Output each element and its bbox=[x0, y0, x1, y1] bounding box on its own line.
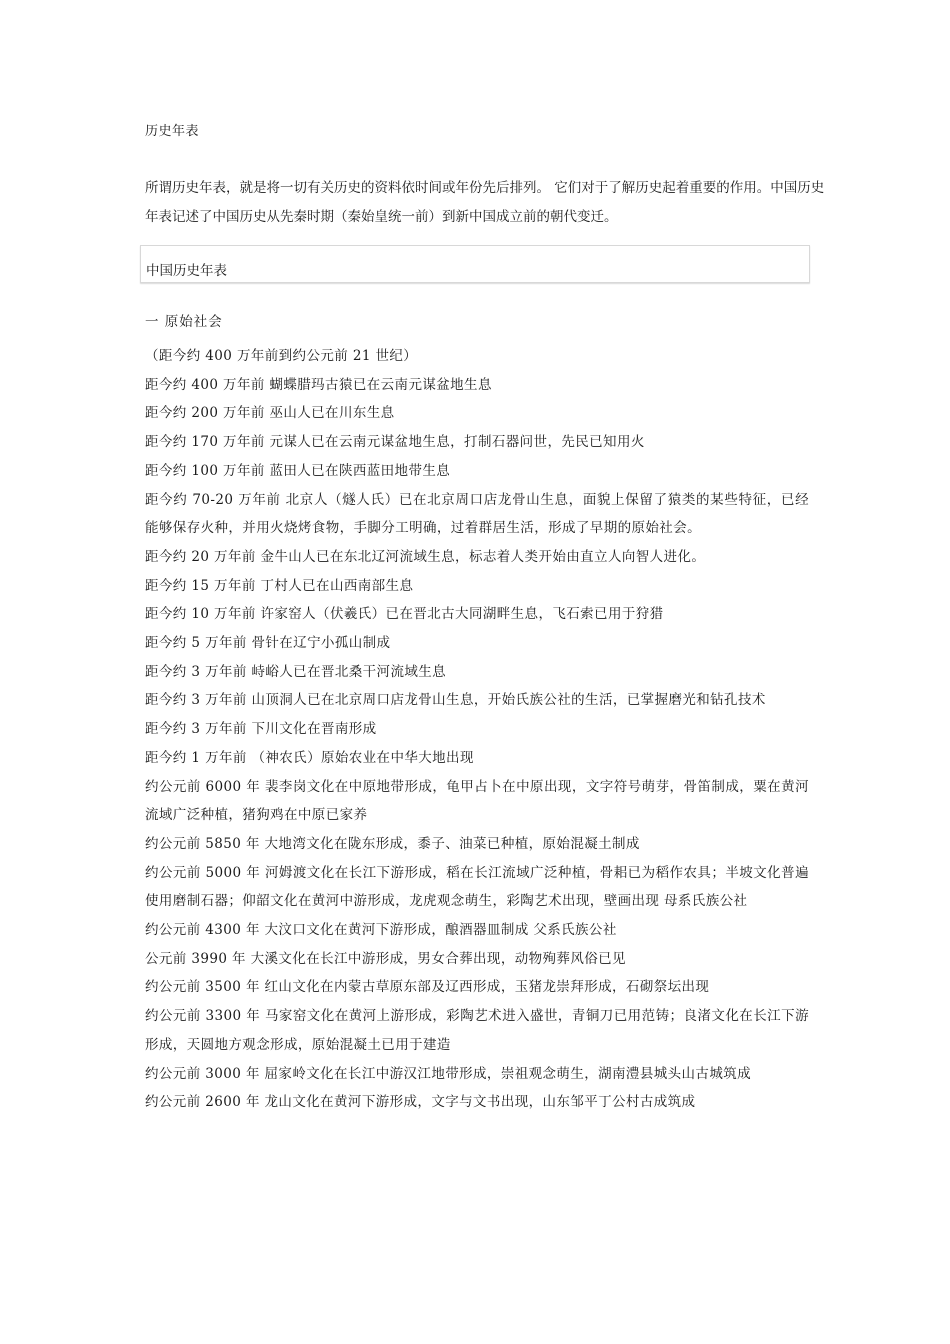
timeline-entry: 距今约 70-20 万年前 北京人（燧人氏）已在北京周口店龙骨山生息，面貌上保留了猿类的某些特征，已经能够保存火种，并用火烧烤食物，手脚分工明确，过着群居生活，形成了早期的原始社会。 bbox=[145, 491, 809, 537]
timeline-entry: 约公元前 6000 年 裴李岗文化在中原地带形成，龟甲占卜在中原出现，文字符号萌芽，骨笛制成，粟在黄河流域广泛种植，猪狗鸡在中原已家养 bbox=[145, 778, 809, 824]
timeline-entry: 约公元前 5850 年 大地湾文化在陇东形成，黍子、油菜已种植，原始混凝土制成 bbox=[145, 835, 640, 852]
section-heading: 一 原始社会 bbox=[145, 314, 223, 330]
timeline-entry: 距今约 10 万年前 许家窑人（伏羲氏）已在晋北古大同湖畔生息，飞石索已用于狩猎 bbox=[145, 606, 664, 623]
timeline-entry: 距今约 3 万年前 下川文化在晋南形成 bbox=[145, 721, 377, 738]
timeline-entry: 公元前 3990 年 大溪文化在长江中游形成，男女合葬出现，动物殉葬风俗已见 bbox=[145, 950, 626, 967]
timeline-entry: 距今约 100 万年前 蓝田人已在陕西蓝田地带生息 bbox=[145, 462, 451, 479]
chronology-box-title: 中国历史年表 bbox=[146, 263, 227, 279]
timeline-entry: 约公元前 2600 年 龙山文化在黄河下游形成，文字与文书出现，山东邹平丁公村古成筑成 bbox=[145, 1094, 696, 1111]
timeline-entry: 约公元前 4300 年 大汶口文化在黄河下游形成，酿酒器皿制成 父系氏族公社 bbox=[145, 922, 617, 939]
timeline-list bbox=[145, 342, 809, 1117]
timeline-entry: 距今约 15 万年前 丁村人已在山西南部生息 bbox=[145, 577, 414, 594]
timeline-entry: 距今约 170 万年前 元谋人已在云南元谋盆地生息，打制石器问世，先民已知用火 bbox=[145, 434, 645, 451]
timeline-entry: 距今约 20 万年前 金牛山人已在东北辽河流域生息，标志着人类开始由直立人向智人进化。 bbox=[145, 548, 706, 565]
timeline-entry: 约公元前 3500 年 红山文化在内蒙古草原东部及辽西形成，玉猪龙崇拜形成，石砌祭坛出现 bbox=[145, 979, 710, 996]
document-title: 历史年表 bbox=[145, 124, 200, 139]
timeline-entry: 距今约 5 万年前 骨针在辽宁小孤山制成 bbox=[145, 635, 391, 652]
timeline-entry: 约公元前 5000 年 河姆渡文化在长江下游形成，稻在长江流域广泛种植，骨耜已为稻作农具；半坡文化普遍使用磨制石器；仰韶文化在黄河中游形成，龙虎观念萌生，彩陶艺术出现，壁画出现 母系氏族公社 bbox=[145, 864, 809, 910]
timeline-entry: 距今约 1 万年前 （神农氏）原始农业在中华大地出现 bbox=[145, 749, 474, 766]
timeline-entry: 距今约 400 万年前 蝴蝶腊玛古猿已在云南元谋盆地生息 bbox=[145, 376, 492, 393]
intro-paragraph: 所谓历史年表，就是将一切有关历史的资料依时间或年份先后排列。 它们对于了解历史起着重要的作用。中国历史年表记述了中国历史从先秦时期（秦始皇统一前）到新中国成立前的朝代变迁。 bbox=[145, 180, 825, 225]
timeline-entry: 约公元前 3300 年 马家窑文化在黄河上游形成，彩陶艺术进入盛世，青铜刀已用范铸；良渚文化在长江下游形成，天圆地方观念形成，原始混凝土已用于建造 bbox=[145, 1008, 809, 1053]
timeline-entry: 距今约 3 万年前 山顶洞人已在北京周口店龙骨山生息，开始氏族公社的生活，已掌握磨光和钻孔技术 bbox=[145, 692, 766, 709]
timeline-entry: 距今约 200 万年前 巫山人已在川东生息 bbox=[145, 405, 395, 422]
timeline-entry: （距今约 400 万年前到约公元前 21 世纪） bbox=[145, 348, 418, 364]
chronology-box bbox=[140, 245, 810, 283]
timeline-entry: 约公元前 3000 年 屈家岭文化在长江中游汉江地带形成，崇祖观念萌生，湖南澧县城头山古城筑成 bbox=[145, 1065, 752, 1082]
timeline-entry: 距今约 3 万年前 峙峪人已在晋北桑干河流域生息 bbox=[145, 663, 447, 680]
